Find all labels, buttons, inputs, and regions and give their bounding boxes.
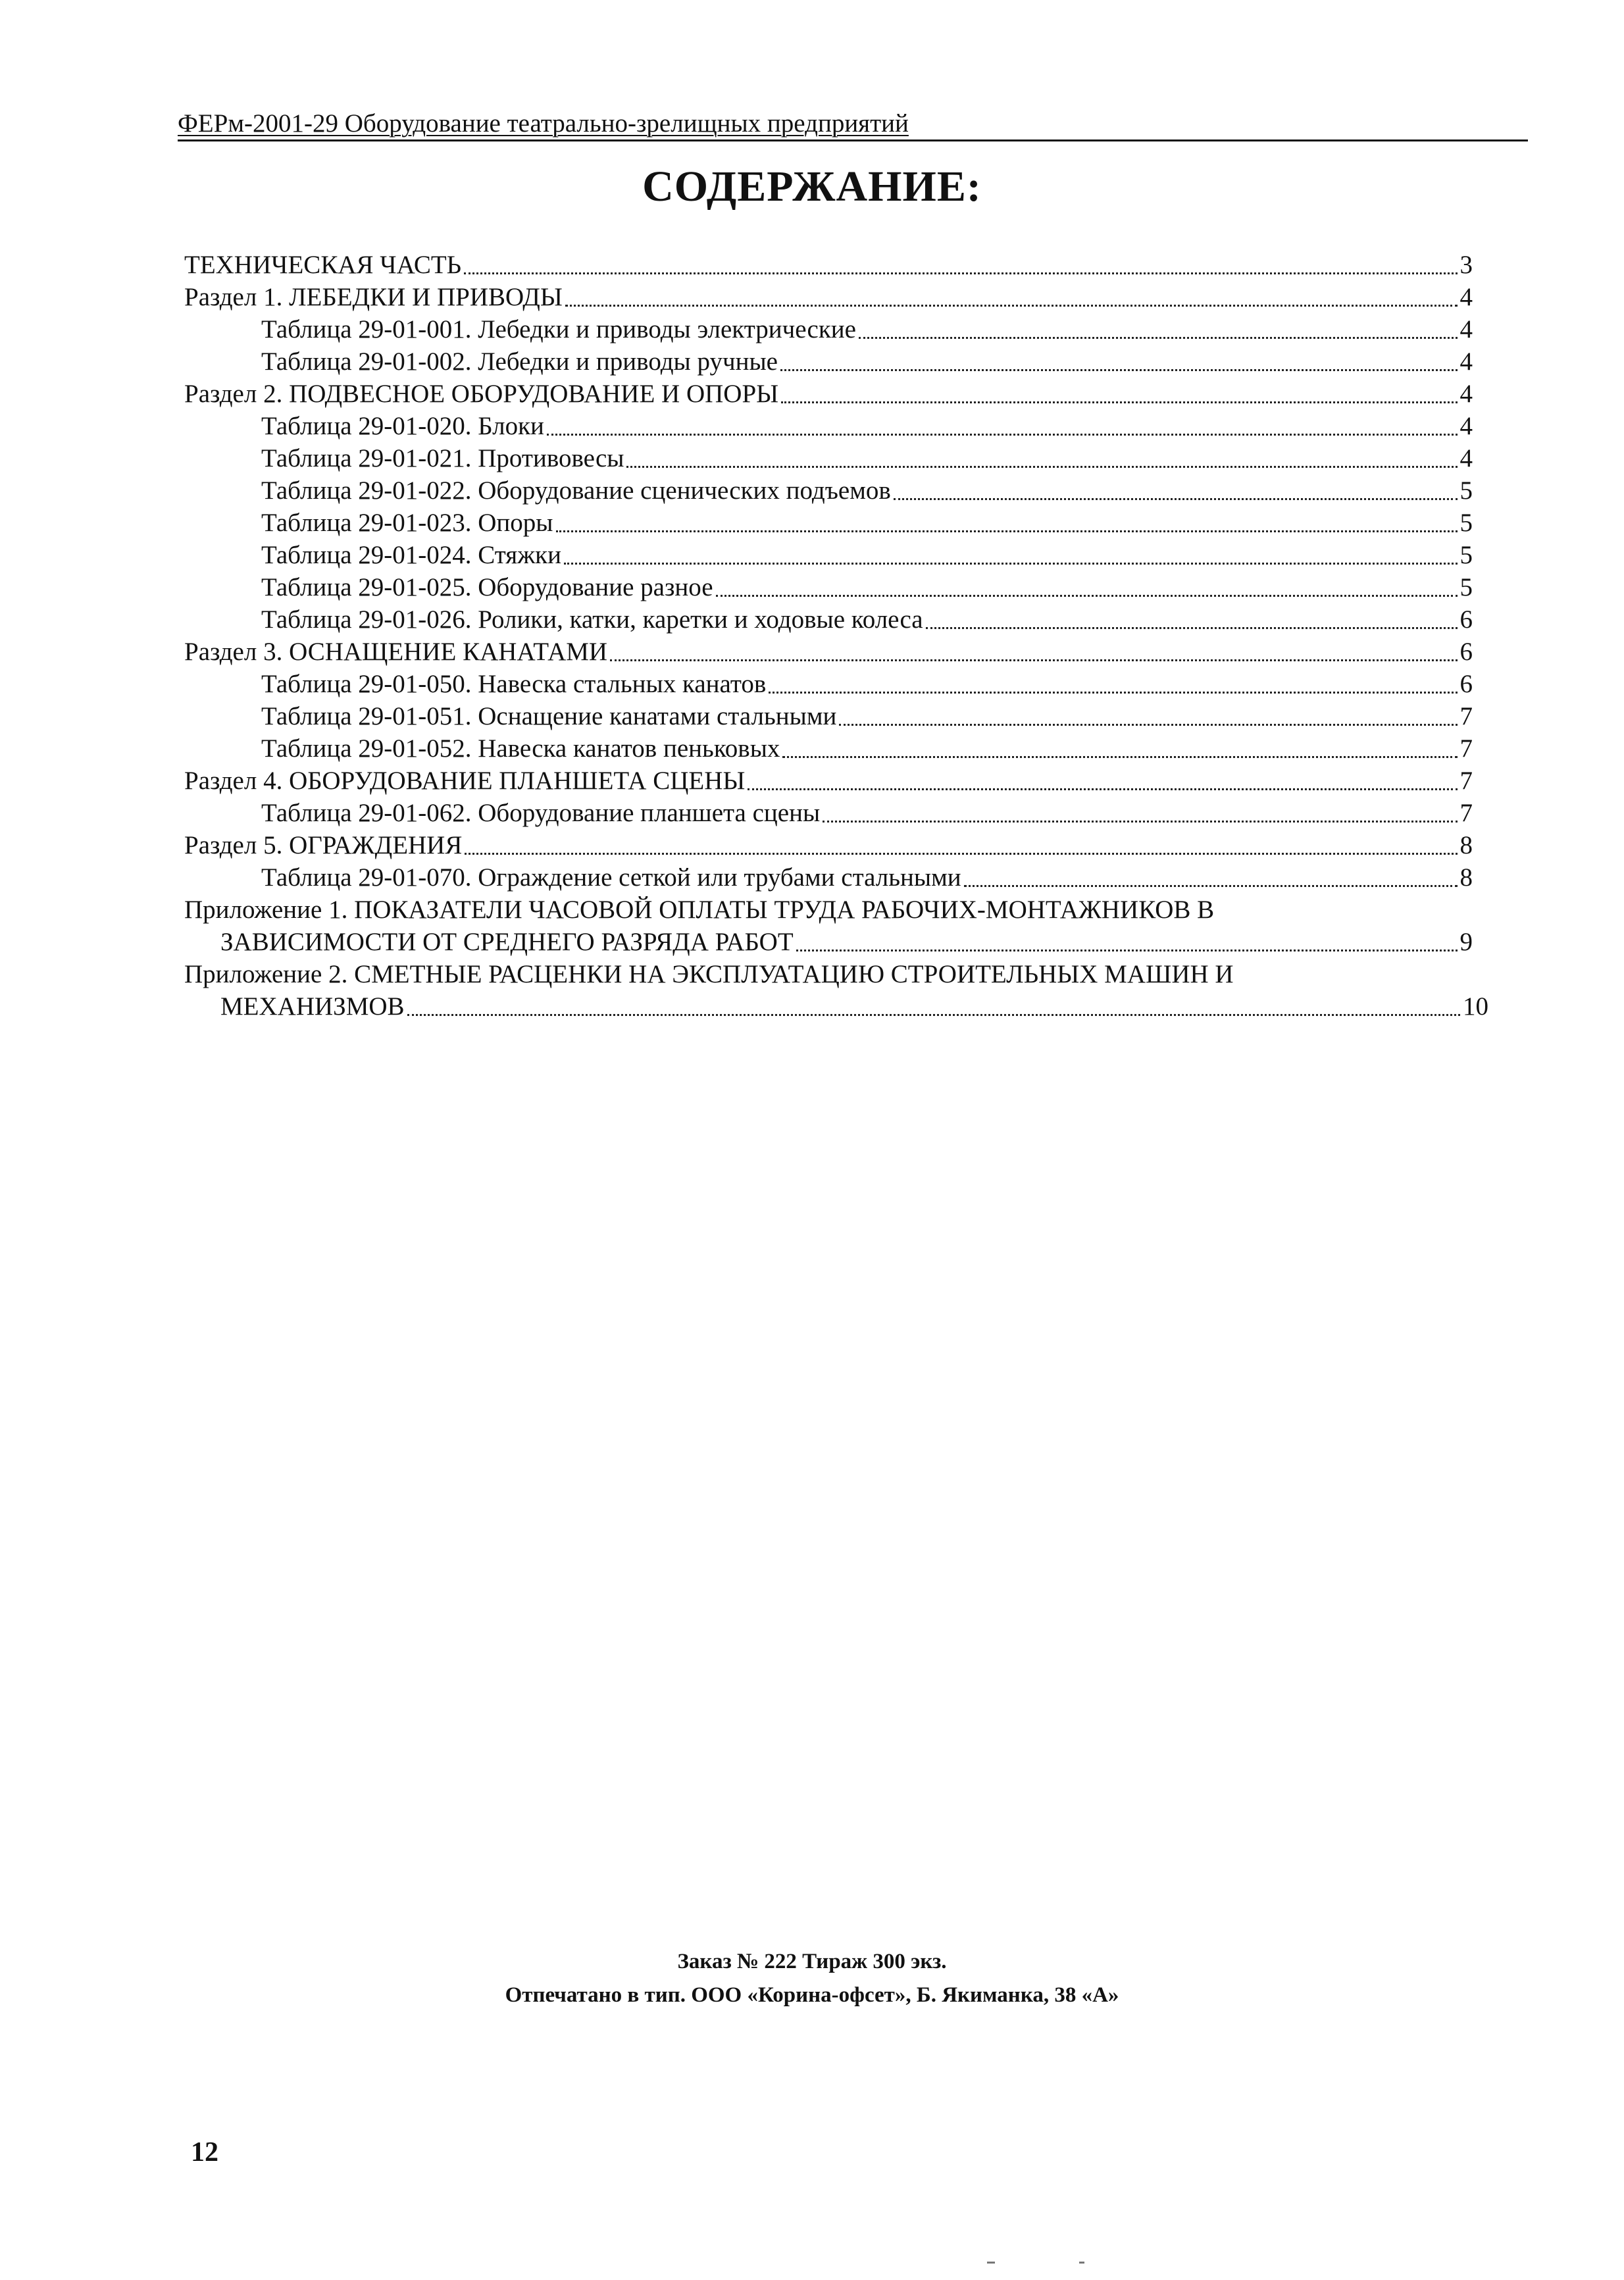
toc-entry-label: Таблица 29-01-002. Лебедки и приводы ручные xyxy=(261,347,778,376)
toc-entry-label: Таблица 29-01-026. Ролики, катки, каретки и ходовые колеса xyxy=(261,605,923,634)
toc-entry-table[interactable] xyxy=(261,571,1473,604)
toc-entry-label: Раздел 2. ПОДВЕСНОЕ ОБОРУДОВАНИЕ И ОПОРЫ xyxy=(184,380,779,408)
toc-entry-table[interactable] xyxy=(261,668,1473,701)
toc-entry-table[interactable] xyxy=(261,442,1473,475)
page-number: 12 xyxy=(191,2137,218,2167)
toc-entry-appendix-heading[interactable]: Приложение 1. ПОКАЗАТЕЛИ ЧАСОВОЙ ОПЛАТЫ ТРУДА РАБОЧИХ-МОНТАЖНИКОВ В xyxy=(184,896,1215,924)
toc-entry-label: Раздел 3. ОСНАЩЕНИЕ КАНАТАМИ xyxy=(184,638,608,666)
dot-leader xyxy=(556,530,1458,532)
toc-entry-table[interactable] xyxy=(261,732,1473,765)
toc-page-number: 8 xyxy=(1459,831,1473,859)
toc-page-number: 4 xyxy=(1459,283,1473,311)
toc-page-number: 4 xyxy=(1459,444,1473,472)
toc-entry-label: Таблица 29-01-001. Лебедки и приводы электрические xyxy=(261,315,856,343)
dot-leader xyxy=(464,272,1457,274)
toc-entry-section[interactable] xyxy=(184,281,1473,314)
toc-page-number: 6 xyxy=(1459,638,1473,666)
toc-page-number: 9 xyxy=(1459,928,1473,956)
toc-entry-label: Таблица 29-01-050. Навеска стальных канатов xyxy=(261,670,767,698)
dot-leader xyxy=(823,821,1457,823)
toc-entry-label: Таблица 29-01-020. Блоки xyxy=(261,412,544,440)
toc-entry-label: МЕХАНИЗМОВ xyxy=(220,992,405,1021)
dot-leader xyxy=(769,692,1457,694)
toc-page-number: 6 xyxy=(1459,670,1473,698)
toc-entry-appendix-heading[interactable]: Приложение 2. СМЕТНЫЕ РАСЦЕНКИ НА ЭКСПЛУАТАЦИЮ СТРОИТЕЛЬНЫХ МАШИН И xyxy=(184,960,1234,988)
toc-entry-table[interactable] xyxy=(261,507,1473,540)
page-title: СОДЕРЖАНИЕ: xyxy=(642,163,982,211)
toc-entry-table[interactable] xyxy=(261,539,1473,572)
dot-leader xyxy=(407,1014,1460,1016)
toc-entry-table[interactable] xyxy=(261,474,1473,507)
toc-page-number: 3 xyxy=(1459,251,1473,279)
dot-leader xyxy=(465,853,1457,855)
toc-entry-label: ЗАВИСИМОСТИ ОТ СРЕДНЕГО РАЗРЯДА РАБОТ xyxy=(220,928,794,956)
toc-page-number: 5 xyxy=(1459,476,1473,505)
toc-page-number: 7 xyxy=(1459,702,1473,730)
toc-entry-label: Таблица 29-01-025. Оборудование разное xyxy=(261,573,713,601)
dot-leader xyxy=(859,337,1458,339)
toc-entry-table[interactable] xyxy=(261,603,1473,636)
running-header-text: ФЕРм-2001-29 Оборудование театрально-зрелищных предприятий xyxy=(178,109,909,138)
dot-leader xyxy=(626,466,1457,468)
toc-page-number: 5 xyxy=(1459,509,1473,537)
toc-page-number: 8 xyxy=(1459,863,1473,892)
toc-entry-label: Таблица 29-01-024. Стяжки xyxy=(261,541,562,569)
toc-entry-label: Таблица 29-01-023. Опоры xyxy=(261,509,553,537)
dot-leader xyxy=(610,659,1457,661)
toc-entry-table[interactable] xyxy=(261,861,1473,894)
imprint-printer: Отпечатано в тип. ООО «Корина-офсет», Б. Якиманка, 38 «А» xyxy=(505,1983,1119,2007)
dot-leader xyxy=(564,563,1457,565)
toc-entry-table[interactable] xyxy=(261,345,1473,378)
toc-entry-section[interactable] xyxy=(184,378,1473,411)
toc-entry-label: Таблица 29-01-051. Оснащение канатами стальными xyxy=(261,702,837,730)
toc-page-number: 4 xyxy=(1459,412,1473,440)
dot-leader xyxy=(748,788,1457,790)
toc-entry-label: ТЕХНИЧЕСКАЯ ЧАСТЬ xyxy=(184,251,462,279)
toc-entry-label: Таблица 29-01-062. Оборудование планшета сцены xyxy=(261,799,821,827)
toc-entry-label: Таблица 29-01-070. Ограждение сеткой или трубами стальными xyxy=(261,863,961,892)
dot-leader xyxy=(796,950,1458,951)
toc-page-number: 7 xyxy=(1459,799,1473,827)
toc-entry-table[interactable] xyxy=(261,700,1473,733)
dot-leader xyxy=(565,305,1458,307)
dot-leader xyxy=(782,756,1457,758)
toc-entry-section[interactable] xyxy=(184,249,1473,282)
dot-leader xyxy=(716,595,1458,597)
toc-entry-label: Раздел 4. ОБОРУДОВАНИЕ ПЛАНШЕТА СЦЕНЫ xyxy=(184,767,746,795)
toc-page-number: 6 xyxy=(1459,605,1473,634)
toc-entry-label: Раздел 5. ОГРАЖДЕНИЯ xyxy=(184,831,463,859)
toc-page-number: 10 xyxy=(1463,992,1488,1021)
toc-entry-label: Таблица 29-01-022. Оборудование сценических подъемов xyxy=(261,476,891,505)
toc-page-number: 5 xyxy=(1459,541,1473,569)
toc-entry-label: Таблица 29-01-021. Противовесы xyxy=(261,444,624,472)
toc-page-number: 4 xyxy=(1459,380,1473,408)
dot-leader xyxy=(839,724,1457,726)
imprint-order: Заказ № 222 Тираж 300 экз. xyxy=(677,1950,947,1973)
toc-entry-appendix[interactable] xyxy=(220,990,1488,1023)
toc-page-number: 4 xyxy=(1459,315,1473,343)
dot-leader xyxy=(964,885,1458,887)
toc-page-number: 4 xyxy=(1459,347,1473,376)
scan-speck xyxy=(987,2262,995,2264)
dot-leader xyxy=(894,498,1458,500)
toc-entry-table[interactable] xyxy=(261,410,1473,443)
toc-entry-label: Раздел 1. ЛЕБЕДКИ И ПРИВОДЫ xyxy=(184,283,563,311)
running-header xyxy=(178,109,1528,141)
scan-speck xyxy=(1079,2262,1084,2264)
toc-page-number: 7 xyxy=(1459,734,1473,763)
toc-page-number: 5 xyxy=(1459,573,1473,601)
toc-entry-table[interactable] xyxy=(261,797,1473,830)
toc-entry-appendix[interactable] xyxy=(220,926,1473,959)
dot-leader xyxy=(781,401,1457,403)
toc-entry-label: Таблица 29-01-052. Навеска канатов пеньковых xyxy=(261,734,780,763)
toc-entry-section[interactable] xyxy=(184,636,1473,669)
dot-leader xyxy=(547,434,1458,436)
dot-leader xyxy=(780,369,1458,371)
toc-entry-section[interactable] xyxy=(184,765,1473,798)
toc-entry-table[interactable] xyxy=(261,313,1473,346)
toc-entry-section[interactable] xyxy=(184,829,1473,862)
dot-leader xyxy=(926,627,1458,629)
toc-page-number: 7 xyxy=(1459,767,1473,795)
